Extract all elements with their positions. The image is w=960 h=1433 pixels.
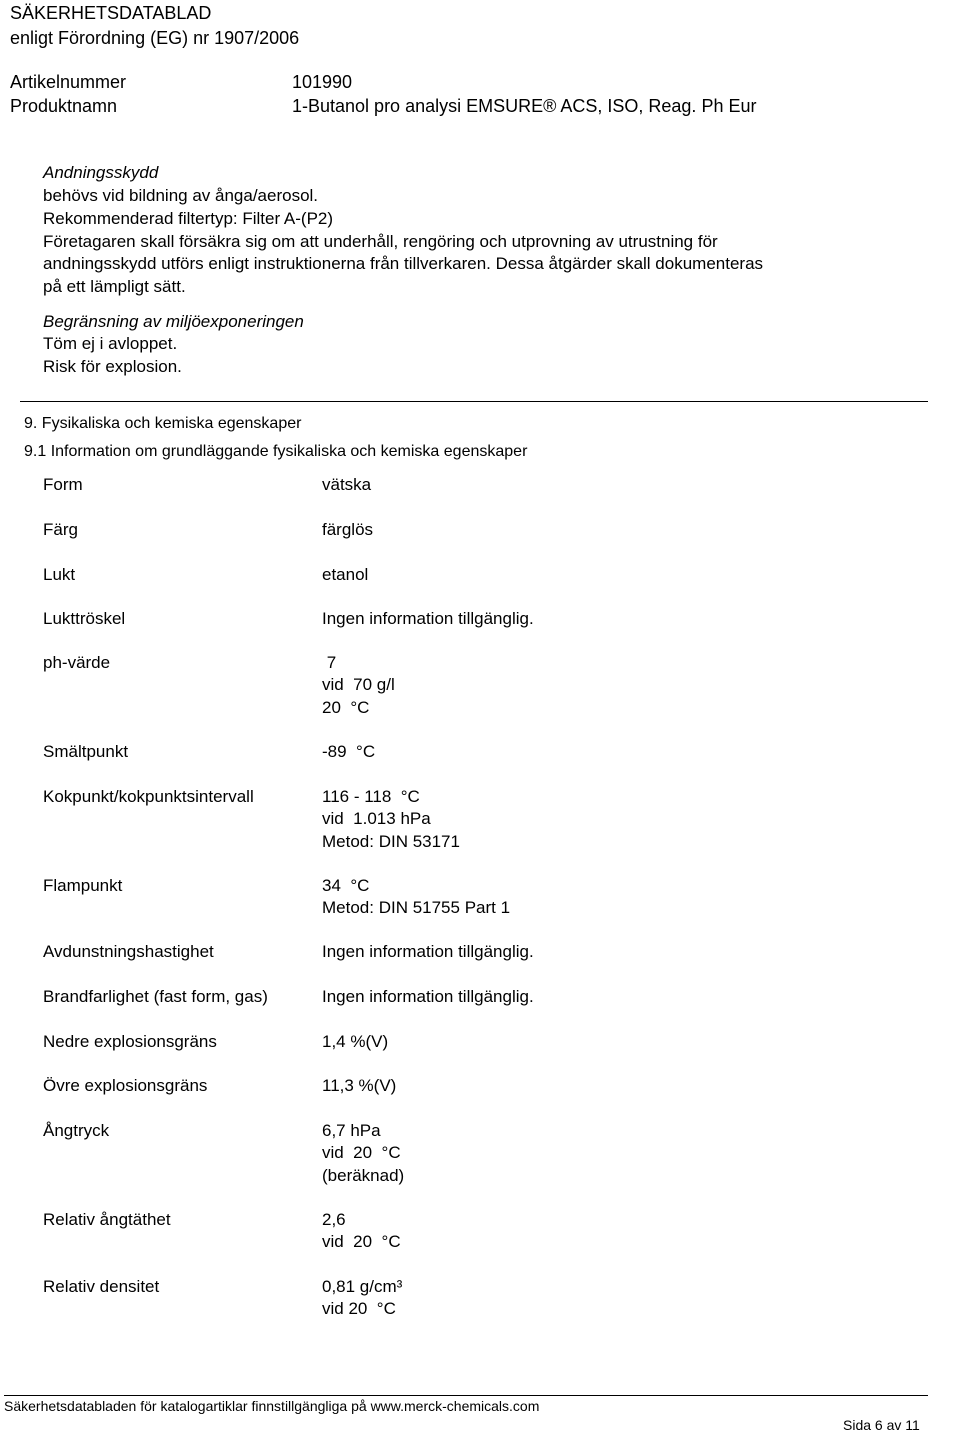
property-value: 6,7 hPa	[322, 1121, 381, 1140]
property-value-block	[322, 474, 371, 496]
property-value: Metod: DIN 51755 Part 1	[322, 898, 511, 918]
property-value: vid 1.013 hPa	[322, 809, 431, 829]
respiratory-line: behövs vid bildning av ånga/aerosol.	[43, 186, 319, 205]
property-label: Flampunkt	[43, 876, 123, 895]
property-value-block	[322, 741, 375, 763]
property-value: 7	[322, 653, 337, 672]
property-value-block	[322, 875, 510, 920]
respiratory-line: Rekommenderad filtertyp: Filter A-(P2)	[43, 209, 334, 228]
footer-text: Säkerhetsdatabladen för katalogartiklar finnstillgängliga på www.merck-chemicals.com	[4, 1398, 540, 1414]
property-label: Avdunstningshastighet	[43, 942, 214, 961]
property-value: 116 - 118 °C	[322, 787, 420, 806]
property-value-block	[322, 1120, 404, 1187]
property-label: Brandfarlighet (fast form, gas)	[43, 987, 268, 1006]
property-value-block	[322, 608, 534, 630]
respiratory-line: Företagaren skall försäkra sig om att underhåll, rengöring och utprovning av utrustning för	[43, 232, 718, 251]
page-number: Sida 6 av 11	[843, 1417, 920, 1433]
property-label: Lukt	[43, 565, 76, 584]
property-value: färglös	[322, 520, 374, 539]
respiratory-line: andningsskydd utförs enligt instruktionerna från tillverkaren. Dessa åtgärder skall dokumenteras	[43, 254, 764, 273]
property-label: Ångtryck	[43, 1121, 110, 1140]
article-number-value: 101990	[292, 72, 353, 92]
property-value-block	[322, 1276, 402, 1321]
property-value: vätska	[322, 475, 372, 494]
respiratory-line: på ett lämpligt sätt.	[43, 277, 186, 296]
property-value: Ingen information tillgänglig.	[322, 987, 534, 1006]
property-label: Form	[43, 475, 83, 494]
property-value: 20 °C	[322, 697, 370, 717]
property-label: Kokpunkt/kokpunktsintervall	[43, 787, 254, 806]
property-value-block	[322, 519, 373, 541]
property-value: (beräknad)	[322, 1165, 405, 1185]
regulation-subtitle: enligt Förordning (EG) nr 1907/2006	[10, 28, 300, 48]
property-value: 2,6	[322, 1210, 346, 1229]
environment-line: Töm ej i avloppet.	[43, 334, 178, 353]
property-value: 11,3 %(V)	[322, 1076, 397, 1095]
section-9-1-subtitle: 9.1 Information om grundläggande fysikaliska och kemiska egenskaper	[24, 443, 528, 460]
property-value-block	[322, 564, 368, 586]
property-value: vid 20 °C	[322, 1232, 401, 1252]
document-title: SÄKERHETSDATABLAD	[10, 3, 212, 23]
property-value: Ingen information tillgänglig.	[322, 609, 534, 628]
property-value: Metod: DIN 53171	[322, 831, 460, 851]
property-value-block	[322, 652, 395, 719]
property-value-block	[322, 1209, 401, 1254]
environment-heading: Begränsning av miljöexponeringen	[43, 312, 304, 331]
property-value: vid 20 °C	[322, 1299, 396, 1319]
article-number-label: Artikelnummer	[10, 72, 127, 92]
property-label: Färg	[43, 520, 78, 539]
respiratory-heading: Andningsskydd	[43, 163, 159, 182]
property-value: 1,4 %(V)	[322, 1032, 389, 1051]
property-label: Lukttröskel	[43, 609, 126, 628]
property-value-block	[322, 1075, 396, 1097]
property-value: Ingen information tillgänglig.	[322, 942, 534, 961]
section-9-title: 9. Fysikaliska och kemiska egenskaper	[24, 415, 302, 432]
property-label: Relativ densitet	[43, 1277, 160, 1296]
product-name-label: Produktnamn	[10, 96, 118, 116]
property-value: vid 70 g/l	[322, 675, 395, 695]
property-value-block	[322, 986, 534, 1008]
section-divider	[20, 401, 928, 402]
product-name-value: 1-Butanol pro analysi EMSURE® ACS, ISO, Reag. Ph Eur	[292, 96, 757, 116]
property-value: 34 °C	[322, 876, 370, 895]
property-value-block	[322, 941, 534, 963]
property-label: Smältpunkt	[43, 742, 129, 761]
property-value-block	[322, 786, 460, 853]
property-value: 0,81 g/cm³	[322, 1277, 403, 1296]
property-label: Relativ ångtäthet	[43, 1210, 171, 1229]
property-value: vid 20 °C	[322, 1143, 401, 1163]
property-value: -89 °C	[322, 742, 376, 761]
property-label: Nedre explosionsgräns	[43, 1032, 217, 1051]
property-value: etanol	[322, 565, 369, 584]
property-label: ph-värde	[43, 653, 111, 672]
environment-line: Risk för explosion.	[43, 357, 182, 376]
property-value-block	[322, 1031, 388, 1053]
property-label: Övre explosionsgräns	[43, 1076, 208, 1095]
footer-divider	[4, 1395, 928, 1396]
